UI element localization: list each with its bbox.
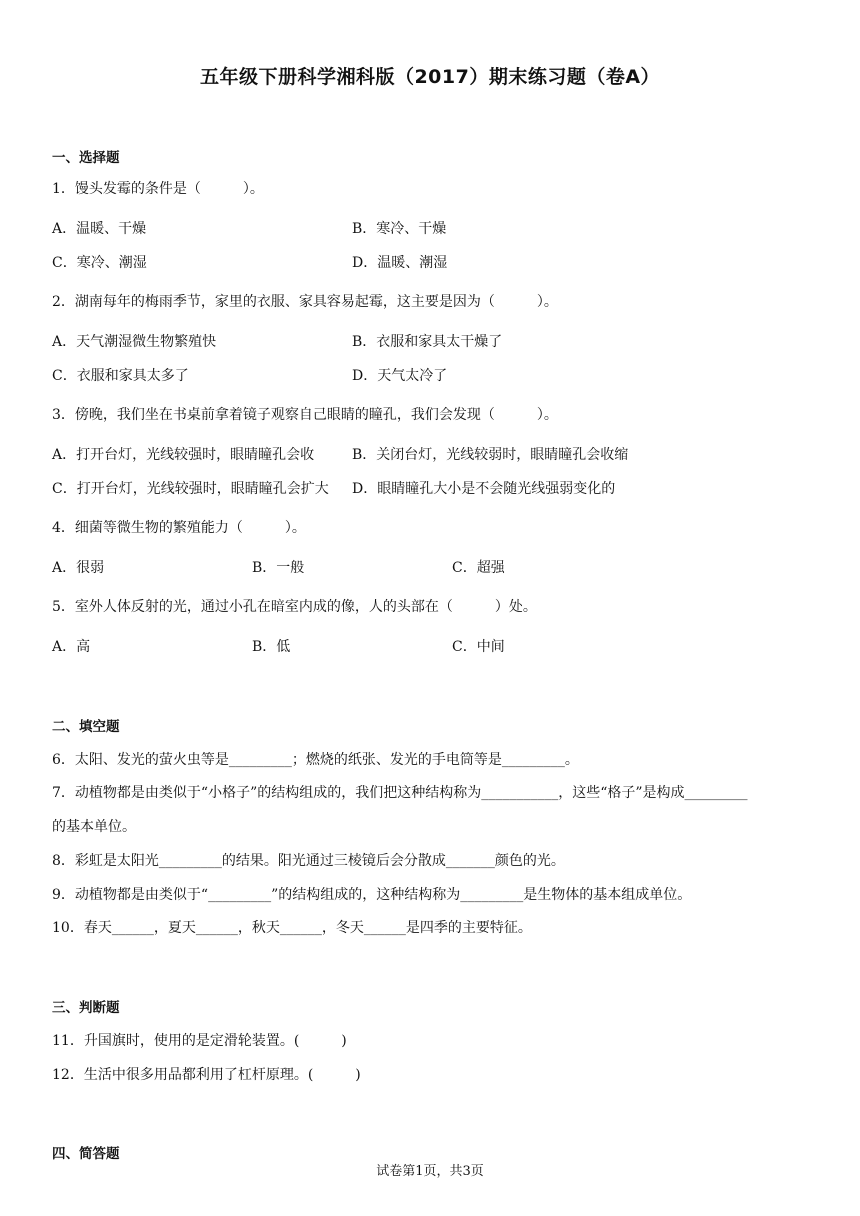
q1-option-c: C．寒冷、潮湿 (52, 255, 147, 271)
section-fill-heading: 二、填空题 (52, 719, 120, 735)
question-4: 4．细菌等微生物的繁殖能力（ ）。 (52, 520, 306, 536)
q1-option-b: B．寒冷、干燥 (352, 221, 447, 237)
q5-option-c: C．中间 (452, 639, 505, 655)
q4-option-a: A．很弱 (52, 560, 105, 576)
q3-option-c: C．打开台灯，光线较强时，眼睛瞳孔会扩大 (52, 481, 329, 497)
section-short-answer-heading: 四、简答题 (52, 1146, 120, 1162)
question-11: 11．升国旗时，使用的是定滑轮装置。( ) (52, 1033, 347, 1049)
q3-option-a: A．打开台灯，光线较强时，眼睛瞳孔会收 (52, 447, 315, 463)
question-7-continued: 的基本单位。 (52, 819, 136, 835)
question-1: 1．馒头发霉的条件是（ ）。 (52, 181, 264, 197)
q4-option-b: B．一般 (252, 560, 305, 576)
q1-option-a: A．温暖、干燥 (52, 221, 147, 237)
page-title: 五年级下册科学湘科版（2017）期末练习题（卷A） (199, 66, 661, 88)
section-judge-heading: 三、判断题 (52, 1000, 120, 1016)
q2-option-d: D．天气太冷了 (352, 368, 448, 384)
question-2: 2．湖南每年的梅雨季节，家里的衣服、家具容易起霉，这主要是因为（ ）。 (52, 294, 558, 310)
question-5: 5．室外人体反射的光，通过小孔在暗室内成的像，人的头部在（ ）处。 (52, 599, 537, 615)
q2-option-b: B．衣服和家具太干燥了 (352, 334, 503, 350)
question-10: 10．春天______，夏天______，秋天______，冬天______是四季的主要特征。 (52, 920, 532, 936)
q1-option-d: D．温暖、潮湿 (352, 255, 448, 271)
q2-option-a: A．天气潮湿微生物繁殖快 (52, 334, 217, 350)
question-3: 3．傍晚，我们坐在书桌前拿着镜子观察自己眼睛的瞳孔，我们会发现（ ）。 (52, 407, 558, 423)
q2-option-c: C．衣服和家具太多了 (52, 368, 189, 384)
question-12: 12．生活中很多用品都利用了杠杆原理。( ) (52, 1067, 361, 1083)
q5-option-b: B．低 (252, 639, 291, 655)
question-7: 7．动植物都是由类似于“小格子”的结构组成的，我们把这种结构称为___________，这些“格子”是构成_________ (52, 785, 748, 801)
q4-option-c: C．超强 (452, 560, 505, 576)
section-choice-heading: 一、选择题 (52, 150, 120, 166)
question-9: 9．动植物都是由类似于“_________”的结构组成的，这种结构称为_________是生物体的基本组成单位。 (52, 887, 692, 903)
q3-option-d: D．眼睛瞳孔大小是不会随光线强弱变化的 (352, 481, 616, 497)
question-6: 6．太阳、发光的萤火虫等是_________；燃烧的纸张、发光的手电筒等是_________。 (52, 752, 579, 768)
q5-option-a: A．高 (52, 639, 91, 655)
question-8: 8．彩虹是太阳光_________的结果。阳光通过三棱镜后会分散成_______颜色的光。 (52, 853, 565, 869)
q3-option-b: B．关闭台灯，光线较弱时，眼睛瞳孔会收缩 (352, 447, 629, 463)
page-footer: 试卷第1页，共3页 (376, 1164, 484, 1179)
